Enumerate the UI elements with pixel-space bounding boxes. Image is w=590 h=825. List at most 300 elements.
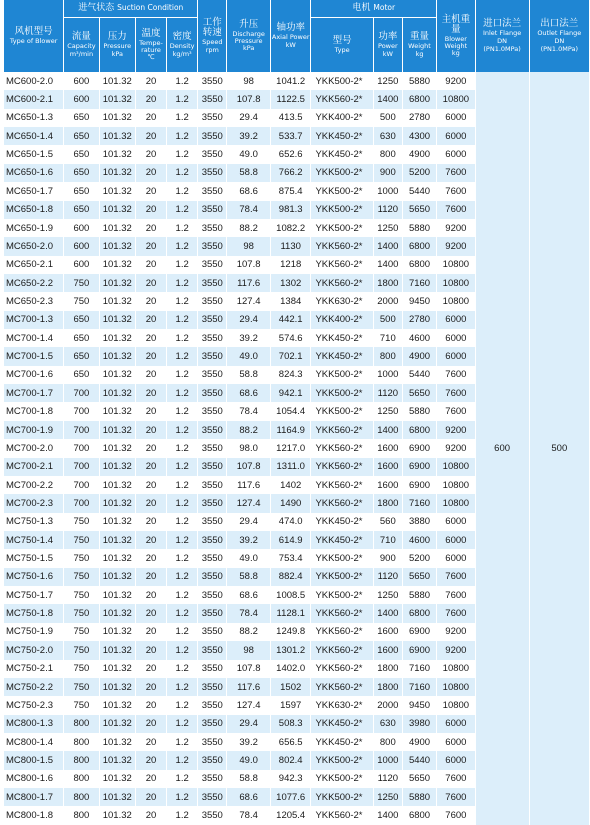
cell-motor-power: 710: [374, 329, 402, 347]
cell-temperature: 20: [136, 219, 166, 237]
cell-blower-weight: 6000: [437, 733, 474, 751]
cell-motor-power: 900: [374, 549, 402, 567]
cell-density: 1.2: [167, 402, 197, 420]
cell-motor-type: YKK500-2*: [311, 770, 372, 788]
cell-capacity: 750: [64, 641, 98, 659]
cell-blower-weight: 6000: [437, 347, 474, 365]
cell-motor-type: YKK500-2*: [311, 751, 372, 769]
cell-temperature: 20: [136, 623, 166, 641]
cell-motor-weight: 5880: [403, 788, 436, 806]
cell-motor-weight: 5200: [403, 549, 436, 567]
cell-model: MC700-1.8: [4, 402, 63, 420]
cell-temperature: 20: [136, 458, 166, 476]
cell-pressure: 101.32: [100, 72, 135, 90]
cell-motor-power: 560: [374, 513, 402, 531]
cell-axial-power: 652.6: [271, 145, 311, 163]
cell-model: MC800-1.4: [4, 733, 63, 751]
cell-blower-weight: 7600: [437, 402, 474, 420]
cell-pressure: 101.32: [100, 568, 135, 586]
cell-discharge-pressure: 49.0: [227, 549, 270, 567]
cell-model: MC650-2.0: [4, 237, 63, 255]
cell-density: 1.2: [167, 164, 197, 182]
cell-pressure: 101.32: [100, 201, 135, 219]
header-motor-type: 型号 Type: [311, 18, 372, 72]
cell-capacity: 800: [64, 751, 98, 769]
blower-spec-table: [3, 0, 590, 825]
cell-model: MC750-1.5: [4, 549, 63, 567]
cell-density: 1.2: [167, 292, 197, 310]
cell-blower-weight: 7600: [437, 586, 474, 604]
cell-blower-weight: 7600: [437, 568, 474, 586]
cell-motor-type: YKK450-2*: [311, 733, 372, 751]
cell-discharge-pressure: 68.6: [227, 586, 270, 604]
cell-blower-weight: 7600: [437, 182, 474, 200]
cell-motor-power: 1600: [374, 458, 402, 476]
cell-capacity: 800: [64, 770, 98, 788]
cell-capacity: 650: [64, 329, 98, 347]
cell-blower-weight: 9200: [437, 439, 474, 457]
cell-density: 1.2: [167, 568, 197, 586]
cell-speed: 3550: [198, 164, 226, 182]
cell-blower-weight: 6000: [437, 145, 474, 163]
cell-motor-type: YKK560-2*: [311, 660, 372, 678]
cell-temperature: 20: [136, 311, 166, 329]
cell-blower-weight: 10800: [437, 696, 474, 714]
cell-axial-power: 574.6: [271, 329, 311, 347]
cell-blower-weight: 10800: [437, 292, 474, 310]
cell-discharge-pressure: 58.8: [227, 770, 270, 788]
cell-blower-weight: 10800: [437, 90, 474, 108]
cell-speed: 3550: [198, 660, 226, 678]
cell-pressure: 101.32: [100, 494, 135, 512]
header-pressure: 压力 Pressure kPa: [100, 18, 135, 72]
cell-capacity: 650: [64, 347, 98, 365]
cell-speed: 3550: [198, 421, 226, 439]
cell-speed: 3550: [198, 531, 226, 549]
cell-model: MC650-2.3: [4, 292, 63, 310]
cell-motor-weight: 2780: [403, 109, 436, 127]
cell-speed: 3550: [198, 678, 226, 696]
cell-motor-power: 1400: [374, 604, 402, 622]
cell-speed: 3550: [198, 109, 226, 127]
cell-capacity: 650: [64, 201, 98, 219]
cell-axial-power: 656.5: [271, 733, 311, 751]
cell-temperature: 20: [136, 109, 166, 127]
cell-density: 1.2: [167, 90, 197, 108]
cell-density: 1.2: [167, 182, 197, 200]
cell-temperature: 20: [136, 715, 166, 733]
cell-discharge-pressure: 39.2: [227, 733, 270, 751]
cell-blower-weight: 7600: [437, 788, 474, 806]
cell-motor-type: YKK630-2*: [311, 292, 372, 310]
cell-model: MC600-2.1: [4, 90, 63, 108]
cell-axial-power: 1490: [271, 494, 311, 512]
cell-capacity: 700: [64, 421, 98, 439]
cell-blower-weight: 7600: [437, 366, 474, 384]
cell-axial-power: 1041.2: [271, 72, 311, 90]
cell-temperature: 20: [136, 201, 166, 219]
cell-capacity: 650: [64, 109, 98, 127]
header-blower-type: 风机型号 Type of Blower: [4, 0, 63, 72]
cell-density: 1.2: [167, 256, 197, 274]
cell-speed: 3550: [198, 751, 226, 769]
cell-pressure: 101.32: [100, 770, 135, 788]
cell-motor-weight: 5440: [403, 366, 436, 384]
cell-discharge-pressure: 68.6: [227, 384, 270, 402]
cell-motor-type: YKK560-2*: [311, 256, 372, 274]
cell-model: MC650-1.6: [4, 164, 63, 182]
cell-speed: 3550: [198, 476, 226, 494]
cell-motor-type: YKK500-2*: [311, 366, 372, 384]
cell-density: 1.2: [167, 641, 197, 659]
cell-motor-power: 1000: [374, 182, 402, 200]
cell-discharge-pressure: 117.6: [227, 476, 270, 494]
cell-discharge-pressure: 98: [227, 237, 270, 255]
cell-motor-weight: 5200: [403, 164, 436, 182]
cell-pressure: 101.32: [100, 237, 135, 255]
cell-capacity: 800: [64, 788, 98, 806]
cell-motor-power: 1250: [374, 72, 402, 90]
cell-motor-power: 1000: [374, 366, 402, 384]
cell-blower-weight: 9200: [437, 72, 474, 90]
cell-motor-power: 2000: [374, 292, 402, 310]
cell-capacity: 750: [64, 696, 98, 714]
cell-capacity: 800: [64, 715, 98, 733]
cell-motor-power: 1250: [374, 219, 402, 237]
cell-density: 1.2: [167, 145, 197, 163]
header-temperature: 温度 Tempe- rature ℃: [136, 18, 166, 72]
cell-capacity: 700: [64, 458, 98, 476]
cell-capacity: 650: [64, 145, 98, 163]
cell-pressure: 101.32: [100, 458, 135, 476]
cell-motor-power: 1800: [374, 678, 402, 696]
cell-speed: 3550: [198, 90, 226, 108]
cell-motor-type: YKK560-2*: [311, 439, 372, 457]
cell-axial-power: 766.2: [271, 164, 311, 182]
cell-motor-weight: 6900: [403, 476, 436, 494]
cell-blower-weight: 6000: [437, 311, 474, 329]
cell-motor-weight: 6800: [403, 604, 436, 622]
cell-axial-power: 1164.9: [271, 421, 311, 439]
cell-temperature: 20: [136, 513, 166, 531]
cell-temperature: 20: [136, 256, 166, 274]
cell-temperature: 20: [136, 402, 166, 420]
cell-density: 1.2: [167, 751, 197, 769]
cell-capacity: 700: [64, 494, 98, 512]
cell-motor-weight: 6800: [403, 256, 436, 274]
cell-blower-weight: 6000: [437, 549, 474, 567]
cell-motor-power: 630: [374, 127, 402, 145]
cell-model: MC800-1.6: [4, 770, 63, 788]
header-axial-power: 轴功率 Axial Power kW: [271, 0, 311, 72]
cell-discharge-pressure: 127.4: [227, 494, 270, 512]
cell-discharge-pressure: 107.8: [227, 90, 270, 108]
cell-blower-weight: 6000: [437, 513, 474, 531]
cell-temperature: 20: [136, 366, 166, 384]
cell-discharge-pressure: 88.2: [227, 421, 270, 439]
cell-speed: 3550: [198, 292, 226, 310]
cell-motor-weight: 5650: [403, 568, 436, 586]
cell-model: MC700-2.1: [4, 458, 63, 476]
cell-pressure: 101.32: [100, 274, 135, 292]
cell-axial-power: 533.7: [271, 127, 311, 145]
cell-pressure: 101.32: [100, 164, 135, 182]
cell-discharge-pressure: 127.4: [227, 696, 270, 714]
cell-axial-power: 1008.5: [271, 586, 311, 604]
cell-capacity: 600: [64, 256, 98, 274]
cell-motor-power: 1800: [374, 494, 402, 512]
cell-discharge-pressure: 49.0: [227, 751, 270, 769]
cell-motor-weight: 5440: [403, 751, 436, 769]
cell-motor-type: YKK560-2*: [311, 458, 372, 476]
cell-temperature: 20: [136, 476, 166, 494]
cell-blower-weight: 7600: [437, 164, 474, 182]
cell-pressure: 101.32: [100, 623, 135, 641]
cell-speed: 3550: [198, 604, 226, 622]
cell-temperature: 20: [136, 660, 166, 678]
cell-speed: 3550: [198, 586, 226, 604]
cell-axial-power: 1249.8: [271, 623, 311, 641]
cell-speed: 3550: [198, 311, 226, 329]
cell-blower-weight: 10800: [437, 256, 474, 274]
cell-temperature: 20: [136, 237, 166, 255]
cell-motor-type: YKK630-2*: [311, 696, 372, 714]
cell-density: 1.2: [167, 237, 197, 255]
cell-speed: 3550: [198, 458, 226, 476]
cell-pressure: 101.32: [100, 733, 135, 751]
cell-motor-power: 1120: [374, 384, 402, 402]
cell-motor-type: YKK450-2*: [311, 329, 372, 347]
cell-density: 1.2: [167, 274, 197, 292]
cell-blower-weight: 10800: [437, 458, 474, 476]
cell-motor-weight: 6900: [403, 641, 436, 659]
cell-motor-weight: 5880: [403, 586, 436, 604]
cell-blower-weight: 7600: [437, 384, 474, 402]
cell-axial-power: 1301.2: [271, 641, 311, 659]
cell-temperature: 20: [136, 678, 166, 696]
cell-speed: 3550: [198, 623, 226, 641]
cell-blower-weight: 6000: [437, 531, 474, 549]
cell-density: 1.2: [167, 806, 197, 824]
cell-density: 1.2: [167, 586, 197, 604]
cell-motor-type: YKK450-2*: [311, 513, 372, 531]
cell-axial-power: 824.3: [271, 366, 311, 384]
cell-density: 1.2: [167, 660, 197, 678]
outlet-flange-value: 500: [530, 72, 589, 825]
header-motor: 电机 Motor: [311, 0, 436, 18]
cell-speed: 3550: [198, 201, 226, 219]
cell-discharge-pressure: 98: [227, 72, 270, 90]
cell-model: MC700-1.5: [4, 347, 63, 365]
cell-model: MC700-2.3: [4, 494, 63, 512]
cell-speed: 3550: [198, 237, 226, 255]
cell-density: 1.2: [167, 366, 197, 384]
cell-axial-power: 753.4: [271, 549, 311, 567]
cell-motor-power: 2000: [374, 696, 402, 714]
cell-blower-weight: 9200: [437, 623, 474, 641]
cell-pressure: 101.32: [100, 329, 135, 347]
cell-motor-weight: 5650: [403, 770, 436, 788]
cell-motor-power: 1400: [374, 90, 402, 108]
cell-motor-type: YKK500-2*: [311, 219, 372, 237]
cell-density: 1.2: [167, 733, 197, 751]
cell-temperature: 20: [136, 72, 166, 90]
cell-temperature: 20: [136, 274, 166, 292]
cell-motor-type: YKK560-2*: [311, 476, 372, 494]
cell-capacity: 700: [64, 439, 98, 457]
cell-density: 1.2: [167, 72, 197, 90]
cell-motor-type: YKK500-2*: [311, 384, 372, 402]
cell-discharge-pressure: 39.2: [227, 329, 270, 347]
cell-speed: 3550: [198, 788, 226, 806]
cell-density: 1.2: [167, 421, 197, 439]
cell-axial-power: 1128.1: [271, 604, 311, 622]
cell-pressure: 101.32: [100, 586, 135, 604]
cell-discharge-pressure: 58.8: [227, 366, 270, 384]
cell-density: 1.2: [167, 513, 197, 531]
header-discharge-pressure: 升压 Discharge Pressure kPa: [227, 0, 270, 72]
cell-motor-type: YKK560-2*: [311, 237, 372, 255]
cell-axial-power: 942.3: [271, 770, 311, 788]
cell-pressure: 101.32: [100, 641, 135, 659]
cell-axial-power: 1402.0: [271, 660, 311, 678]
cell-axial-power: 1311.0: [271, 458, 311, 476]
cell-motor-weight: 6800: [403, 421, 436, 439]
cell-speed: 3550: [198, 329, 226, 347]
cell-speed: 3550: [198, 806, 226, 824]
cell-discharge-pressure: 29.4: [227, 715, 270, 733]
cell-motor-power: 1250: [374, 402, 402, 420]
cell-temperature: 20: [136, 182, 166, 200]
cell-axial-power: 1302: [271, 274, 311, 292]
cell-discharge-pressure: 88.2: [227, 219, 270, 237]
cell-motor-type: YKK500-2*: [311, 402, 372, 420]
cell-pressure: 101.32: [100, 292, 135, 310]
cell-discharge-pressure: 39.2: [227, 531, 270, 549]
cell-capacity: 750: [64, 513, 98, 531]
cell-pressure: 101.32: [100, 347, 135, 365]
cell-speed: 3550: [198, 513, 226, 531]
cell-density: 1.2: [167, 715, 197, 733]
cell-axial-power: 981.3: [271, 201, 311, 219]
cell-axial-power: 1054.4: [271, 402, 311, 420]
cell-motor-weight: 5880: [403, 402, 436, 420]
cell-pressure: 101.32: [100, 531, 135, 549]
cell-blower-weight: 6000: [437, 329, 474, 347]
cell-temperature: 20: [136, 145, 166, 163]
cell-axial-power: 702.1: [271, 347, 311, 365]
cell-pressure: 101.32: [100, 715, 135, 733]
cell-pressure: 101.32: [100, 696, 135, 714]
cell-model: MC700-1.3: [4, 311, 63, 329]
cell-motor-weight: 2780: [403, 311, 436, 329]
cell-motor-type: YKK560-2*: [311, 641, 372, 659]
cell-motor-weight: 6900: [403, 458, 436, 476]
cell-motor-power: 1600: [374, 641, 402, 659]
cell-model: MC800-1.3: [4, 715, 63, 733]
cell-speed: 3550: [198, 641, 226, 659]
cell-speed: 3550: [198, 366, 226, 384]
cell-speed: 3550: [198, 568, 226, 586]
cell-motor-type: YKK450-2*: [311, 145, 372, 163]
cell-blower-weight: 9200: [437, 219, 474, 237]
cell-motor-weight: 6800: [403, 806, 436, 824]
cell-discharge-pressure: 29.4: [227, 513, 270, 531]
cell-temperature: 20: [136, 347, 166, 365]
cell-motor-weight: 3880: [403, 513, 436, 531]
cell-motor-power: 1400: [374, 256, 402, 274]
cell-discharge-pressure: 49.0: [227, 145, 270, 163]
cell-speed: 3550: [198, 402, 226, 420]
cell-capacity: 750: [64, 274, 98, 292]
cell-discharge-pressure: 127.4: [227, 292, 270, 310]
cell-motor-weight: 4900: [403, 347, 436, 365]
cell-discharge-pressure: 78.4: [227, 201, 270, 219]
cell-model: MC800-1.5: [4, 751, 63, 769]
cell-density: 1.2: [167, 439, 197, 457]
cell-pressure: 101.32: [100, 109, 135, 127]
cell-capacity: 750: [64, 678, 98, 696]
cell-capacity: 700: [64, 476, 98, 494]
cell-motor-power: 1600: [374, 476, 402, 494]
cell-speed: 3550: [198, 145, 226, 163]
cell-model: MC700-2.2: [4, 476, 63, 494]
cell-speed: 3550: [198, 384, 226, 402]
cell-model: MC600-2.0: [4, 72, 63, 90]
cell-motor-power: 800: [374, 347, 402, 365]
cell-capacity: 750: [64, 623, 98, 641]
cell-model: MC800-1.8: [4, 806, 63, 824]
cell-motor-power: 1120: [374, 201, 402, 219]
cell-blower-weight: 10800: [437, 494, 474, 512]
cell-motor-weight: 5650: [403, 384, 436, 402]
cell-motor-weight: 4300: [403, 127, 436, 145]
cell-pressure: 101.32: [100, 513, 135, 531]
cell-motor-power: 710: [374, 531, 402, 549]
cell-capacity: 700: [64, 384, 98, 402]
cell-temperature: 20: [136, 292, 166, 310]
cell-density: 1.2: [167, 531, 197, 549]
cell-density: 1.2: [167, 109, 197, 127]
cell-discharge-pressure: 98: [227, 641, 270, 659]
cell-discharge-pressure: 49.0: [227, 347, 270, 365]
cell-motor-type: YKK450-2*: [311, 347, 372, 365]
cell-model: MC700-2.0: [4, 439, 63, 457]
cell-motor-power: 1800: [374, 274, 402, 292]
cell-motor-weight: 5880: [403, 72, 436, 90]
cell-speed: 3550: [198, 696, 226, 714]
cell-capacity: 650: [64, 164, 98, 182]
cell-temperature: 20: [136, 531, 166, 549]
cell-speed: 3550: [198, 72, 226, 90]
cell-blower-weight: 7600: [437, 201, 474, 219]
cell-motor-power: 1400: [374, 421, 402, 439]
cell-motor-type: YKK560-2*: [311, 806, 372, 824]
cell-motor-power: 1120: [374, 770, 402, 788]
cell-discharge-pressure: 39.2: [227, 127, 270, 145]
cell-motor-power: 1250: [374, 788, 402, 806]
cell-model: MC650-1.7: [4, 182, 63, 200]
cell-model: MC750-1.9: [4, 623, 63, 641]
cell-motor-type: YKK500-2*: [311, 568, 372, 586]
cell-model: MC650-1.4: [4, 127, 63, 145]
cell-density: 1.2: [167, 458, 197, 476]
cell-density: 1.2: [167, 127, 197, 145]
cell-pressure: 101.32: [100, 402, 135, 420]
cell-density: 1.2: [167, 623, 197, 641]
cell-capacity: 750: [64, 292, 98, 310]
cell-capacity: 750: [64, 531, 98, 549]
